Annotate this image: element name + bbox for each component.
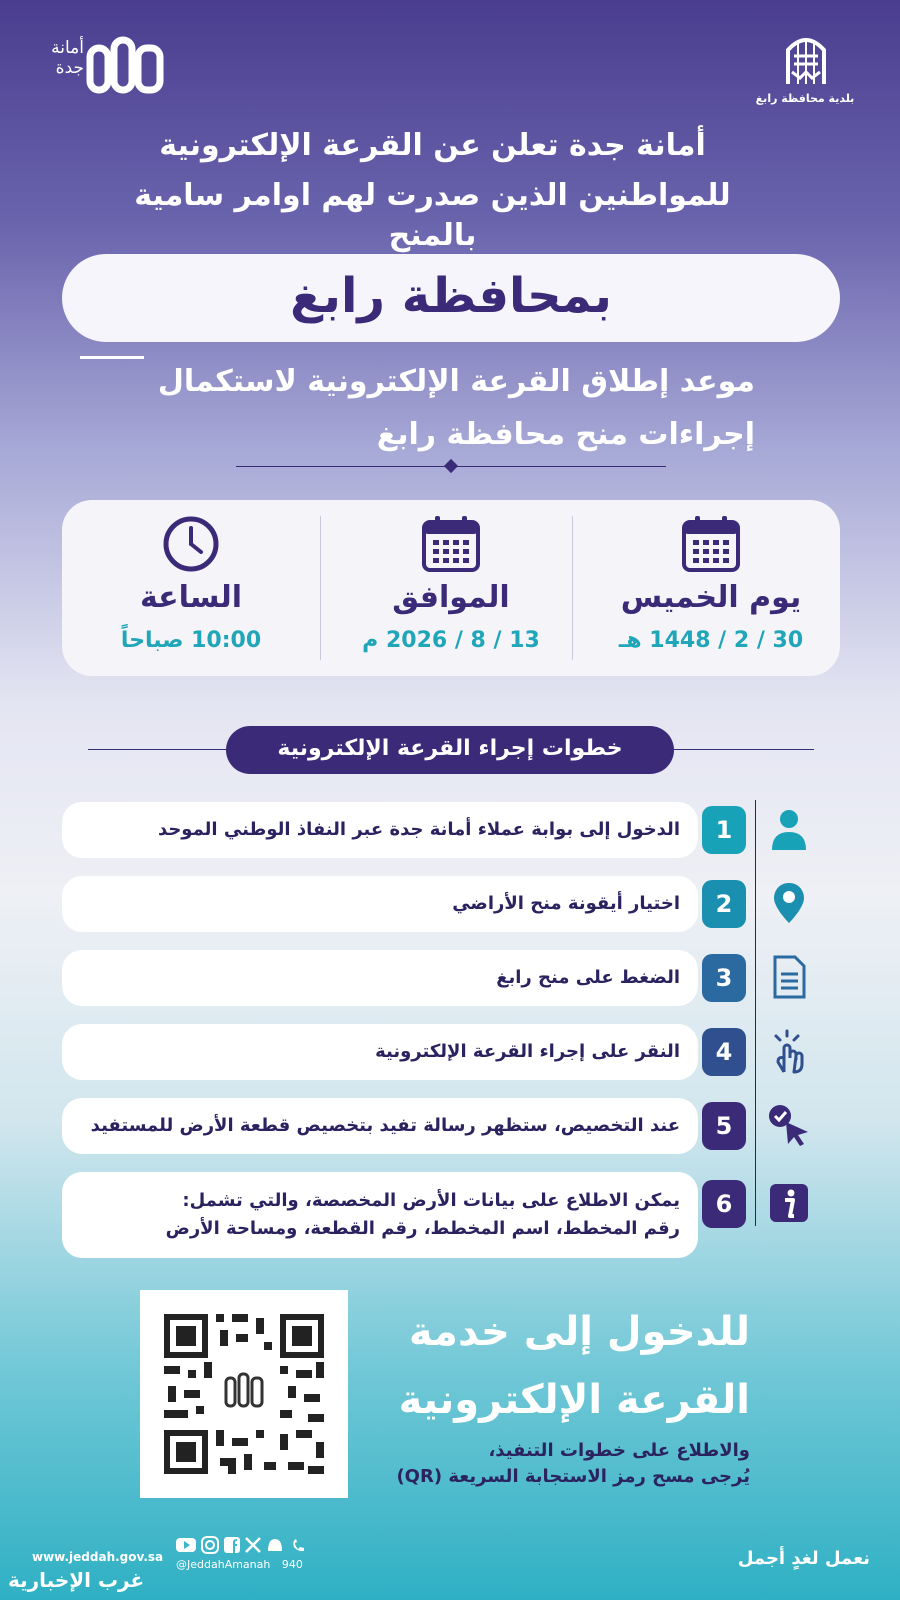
gregorian-column [322, 500, 580, 676]
launch-subheading-line2: إجراءات منح محافظة رابغ [376, 417, 755, 452]
gregorian-date: 13 / 8 / 2026 م [362, 628, 540, 653]
logo-text-jeddah: جدة [55, 58, 84, 78]
launch-subheading-line1: موعد إطلاق القرعة الإلكترونية لاستكمال [157, 364, 755, 399]
user-icon [766, 806, 812, 852]
social-handle-text: @JeddahAmanah [176, 1558, 271, 1571]
step-text-line2: رقم المخطط، اسم المخطط، رقم القطعة، ومساحة الأرض [165, 1218, 680, 1239]
step-number-6: 6 [702, 1180, 746, 1228]
step-number-3: 3 [702, 954, 746, 1002]
main-heading-line1: أمانة جدة تعلن عن القرعة الإلكترونية [159, 128, 706, 163]
step-number-2: 2 [702, 880, 746, 928]
step-card-2 [62, 876, 698, 932]
cta-line2: القرعة الإلكترونية [398, 1377, 750, 1423]
city-banner-text: بمحافظة رابغ [290, 268, 612, 324]
decorative-line [80, 356, 144, 359]
cursor-check-icon [766, 1102, 812, 1148]
calendar-icon [681, 514, 741, 574]
day-column [582, 500, 840, 676]
step-text: النقر على إجراء القرعة الإلكترونية [375, 1041, 680, 1062]
time-label: الساعة [139, 580, 243, 615]
day-label: يوم الخميس [620, 580, 802, 615]
step-text: الدخول إلى بوابة عملاء أمانة جدة عبر النفاذ الوطني الموحد [157, 819, 680, 840]
schedule-card [62, 500, 840, 676]
document-icon [766, 954, 812, 1000]
step-card-5 [62, 1098, 698, 1154]
steps-vertical-line [755, 800, 756, 1226]
time-value: 10:00 صباحاً [120, 628, 262, 653]
step-text: الضغط على منح رابغ [496, 967, 680, 988]
step-text: اختيار أيقونة منح الأراضي [452, 893, 680, 914]
step-card-6 [62, 1172, 698, 1258]
rabigh-municipality-logo [755, 22, 868, 112]
slogan: نعمل لغدٍ أجمل [737, 1548, 870, 1569]
qr-code[interactable] [140, 1290, 348, 1498]
phone-number: 940 [281, 1558, 303, 1571]
website-link[interactable]: www.jeddah.gov.sa [32, 1550, 164, 1564]
social-icons [176, 1536, 316, 1554]
step-card-3 [62, 950, 698, 1006]
city-banner [62, 254, 840, 342]
info-icon [766, 1180, 812, 1226]
logo-text-baladiya: بلدية محافظة رابغ [755, 92, 855, 105]
step-number-1: 1 [702, 806, 746, 854]
corresponding-label: الموافق [392, 580, 510, 615]
time-column [62, 500, 320, 676]
logo-text-amanah: أمانة [51, 38, 84, 58]
step-text [80, 1172, 680, 1258]
location-pin-icon [766, 880, 812, 926]
cta-line4: يُرجى مسح رمز الاستجابة السريعة (QR) [396, 1466, 750, 1487]
amanah-jeddah-logo [28, 30, 168, 100]
cta-line1: للدخول إلى خدمة [408, 1309, 750, 1355]
step-card-4 [62, 1024, 698, 1080]
main-heading-line2: للمواطنين الذين صدرت لهم اوامر سامية بالمنح [134, 178, 731, 253]
divider-diamond [444, 459, 458, 473]
step-number-4: 4 [702, 1028, 746, 1076]
social-handle [176, 1558, 303, 1571]
news-source-watermark: غرب الإخبارية [8, 1568, 145, 1592]
tap-hand-icon [766, 1028, 812, 1074]
column-separator [320, 516, 321, 660]
step-text: عند التخصيص، ستظهر رسالة تفيد بتخصيص قطعة الأرض للمستفيد [90, 1115, 680, 1136]
steps-title-text: خطوات إجراء القرعة الإلكترونية [277, 736, 623, 761]
step-text-line1: يمكن الاطلاع على بيانات الأرض المخصصة، والتي تشمل: [182, 1190, 680, 1211]
step-card-1 [62, 802, 698, 858]
clock-icon [161, 514, 221, 574]
steps-title-banner [226, 726, 674, 774]
hijri-date: 30 / 2 / 1448 هـ [618, 628, 804, 653]
step-number-5: 5 [702, 1102, 746, 1150]
calendar-icon [421, 514, 481, 574]
cta-line3: والاطلاع على خطوات التنفيذ، [488, 1440, 750, 1461]
